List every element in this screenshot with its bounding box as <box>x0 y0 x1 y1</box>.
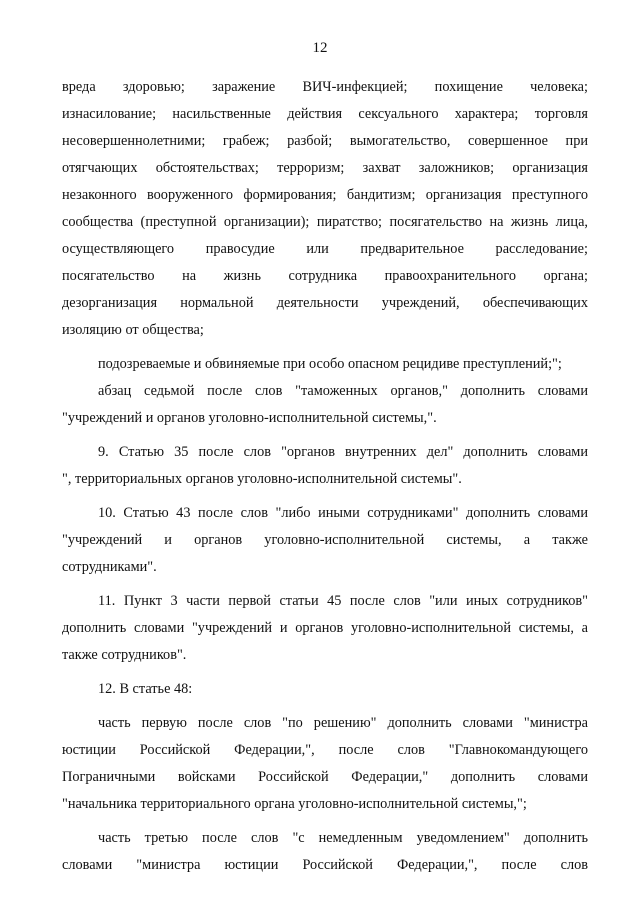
text-line: отягчающих обстоятельствах; терроризм; захват заложников; организация <box>62 160 588 176</box>
text-line: "учреждений и органов уголовно-исполнительной системы, а также <box>62 532 588 548</box>
text-line: дезорганизация нормальной деятельности учреждений, обеспечивающих <box>62 295 588 311</box>
paragraph-gap <box>62 703 588 710</box>
text-line: часть первую после слов "по решению" дополнить словами "министра <box>98 715 588 731</box>
text-line: 9. Статью 35 после слов "органов внутренних дел" дополнить словами <box>98 444 588 460</box>
text-line: юстиции Российской Федерации,", после слов "Главнокомандующего <box>62 742 588 758</box>
paragraph-gap <box>62 344 588 351</box>
paragraph-gap <box>62 432 588 439</box>
text-line: ", территориальных органов уголовно-исполнительной системы". <box>62 471 462 487</box>
text-line: незаконного вооруженного формирования; бандитизм; организация преступного <box>62 187 588 203</box>
text-line: Пограничными войсками Российской Федерации," дополнить словами <box>62 769 588 785</box>
page-number: 12 <box>312 40 328 56</box>
text-line: дополнить словами "учреждений и органов уголовно-исполнительной системы, а <box>62 620 588 636</box>
text-line: 11. Пункт 3 части первой статьи 45 после слов "или иных сотрудников" <box>98 593 588 609</box>
document-body <box>62 74 588 879</box>
text-line: 10. Статью 43 после слов "либо иными сотрудниками" дополнить словами <box>98 505 588 521</box>
text-line: 12. В статье 48: <box>98 681 193 697</box>
text-line: подозреваемые и обвиняемые при особо опасном рецидиве преступлений;"; <box>98 356 562 372</box>
text-line: посягательство на жизнь сотрудника правоохранительного органа; <box>62 268 588 284</box>
paragraph-gap <box>62 669 588 676</box>
text-line: "учреждений и органов уголовно-исполнительной системы,". <box>62 410 437 426</box>
text-line: "начальника территориального органа уголовно-исполнительной системы,"; <box>62 796 527 812</box>
paragraph-gap <box>62 493 588 500</box>
text-line: часть третью после слов "с немедленным уведомлением" дополнить <box>98 830 588 846</box>
text-line: несовершеннолетними; грабеж; разбой; вымогательство, совершенное при <box>62 133 588 149</box>
text-line: осуществляющего правосудие или предварительное расследование; <box>62 241 588 257</box>
text-line: сотрудниками". <box>62 559 157 575</box>
text-line: вреда здоровью; заражение ВИЧ-инфекцией; похищение человека; <box>62 79 588 95</box>
text-line: изнасилование; насильственные действия сексуального характера; торговля <box>62 106 588 122</box>
paragraph-gap <box>62 581 588 588</box>
text-line: словами "министра юстиции Российской Федерации,", после слов <box>62 857 588 873</box>
paragraph-gap <box>62 818 588 825</box>
text-line: сообщества (преступной организации); пиратство; посягательство на жизнь лица, <box>62 214 588 230</box>
text-line: также сотрудников". <box>62 647 187 663</box>
text-line: изоляцию от общества; <box>62 322 204 338</box>
text-line: абзац седьмой после слов "таможенных органов," дополнить словами <box>98 383 588 399</box>
